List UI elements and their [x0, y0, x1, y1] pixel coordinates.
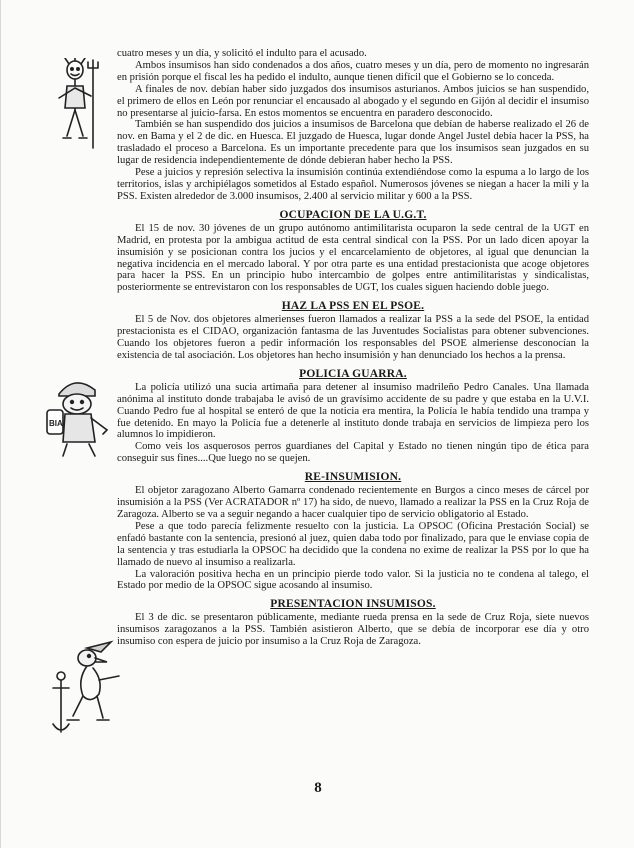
section-heading-policia: POLICIA GUARRA.	[299, 367, 407, 380]
section-heading-psoe: HAZ LA PSS EN EL PSOE.	[281, 300, 425, 313]
intro-paragraph: cuatro meses y un día, y solicitó el indulto para el acusado.	[117, 48, 367, 59]
cartoon-bird-anchor	[47, 640, 129, 740]
badge-text: BIA	[49, 419, 63, 428]
cartoon-figure-pitchfork	[45, 58, 105, 154]
section-paragraph: La valoración positiva hecha en un principio pierde todo valor. Si la justicia no te condena al talego, el Estado por medio de la OPSOC sigue acosando al insumiso.	[117, 568, 589, 592]
section-paragraph: Pese a que todo parecía felizmente resuelto con la justicia. La OPSOC (Oficina Prestación Social) se enfadó bastante con la sentencia, presionó al juez, quien daba todo por finalizado, para que le enviase copia de la sentencia y tras estudiarla la OPSOC ha decidido que la condena no exime de realizar la PSS por lo que ha llamado de nuevo al insumiso a realizarla.	[117, 520, 589, 568]
section-paragraph: El 15 de nov. 30 jóvenes de un grupo autónomo antimilitarista ocuparon la sede central de la UGT en Madrid, en protesta por la ambigua actitud de esta central sindical con la PSS. Por un lado dicen apoyar la insumisión y se posicionan contra los jucios y el encarcelamiento de objetores, al igual que denuncian la negativa incidencia en el mercado laboral. Y por otra parte es una entidad prestacionista que acoge objetores para hacer la PSS. En un principio hubo intercambio de golpes entre antimilitaristas y sindicalistas, posteriormente se entrevistaron con los responsables de UGT, los cuales siguen haciendo doble juego.	[117, 222, 589, 294]
section-heading-reinsumision: RE-INSUMISION.	[304, 471, 402, 484]
intro-paragraph: Pese a juicios y represión selectiva la insumisión continúa extendiéndose como la espuma a lo largo de los territorios, islas y archipiélagos sometidos al Estado español. Numerosos jóvenes se niegan a hacer la mili y la PSS. Existen alrededor de 3.000 insumisos, 2.400 al servicio militar y 600 a la PSS.	[117, 167, 589, 202]
intro-paragraph: A finales de nov. debían haber sido juzgados dos insumisos asturianos. Ambos juicios se han suspendido, el primero de ellos en León por renunciar el encausado al abogado y el segundo en Gijón al decidir el insumiso no presentarse al juicio-farsa. En estos momentos se encuentra en paradero desconocido.	[117, 83, 589, 119]
intro-paragraph: Ambos insumisos han sido condenados a dos años, cuatro meses y un día, pero de momento no ingresarán en prisión porque el fiscal les ha pedido el indulto, aunque tienen difícil que el Gobierno se lo conceda.	[117, 59, 589, 83]
page-number: 8	[314, 780, 322, 796]
section-paragraph: Como veis los asquerosos perros guardianes del Capital y Estado no tienen ningún tipo de ética para conseguir sus fines....Que luego no se quejen.	[117, 441, 589, 465]
intro-paragraph: También se han suspendido dos juicios a insumisos de Barcelona que debían de haberse realizado el 26 de nov. en Bama y el 2 de dic. en Huesca. El juzgado de Huesca, lugar donde Angel Justel debía hacer la PSS, ha trasladado el proceso a Barcelona. Es un importante precedente para que los insumisos sean juzgados en su lugar de residencia independientemente de dónde debieran haber hecho la PSS.	[117, 119, 589, 167]
section-heading-ugt: OCUPACION DE LA U.G.T.	[279, 208, 427, 221]
section-paragraph: El 5 de Nov. dos objetores almerienses fueron llamados a realizar la PSS a la sede del PSOE, la entidad prestacionista es el CIDAO, organización fantasma de las Juventudes Socialistas para obtener subvenciones. Cuando los objetores fueron a pedir información los responsables del PSOE almeriense desconocían la existencia de tal asociación. Los objetores han hecho insumisión y han denunciado los hechos a la prensa.	[117, 314, 589, 361]
article-column	[117, 48, 589, 648]
cartoon-soldier-badge	[41, 372, 117, 458]
section-heading-presentacion: PRESENTACION INSUMISOS.	[270, 598, 436, 611]
section-paragraph: El 3 de dic. se presentaron públicamente, mediante rueda prensa en la sede de Cruz Roja, siete nuevos insumisos zaragozanos a la PSS. También asistieron Alberto, que se debía de incorporar ese día y otro insumiso con espera de juicio por insumiso a la Cruz Roja de Zaragoza.	[117, 612, 589, 648]
section-paragraph: La policía utilizó una sucia artimaña para detener al insumiso madrileño Pedro Canales. Una llamada anónima al instituto donde trabajaba le avisó de un gravísimo accidente de su padre y que estaba en la U.V.I. Cuando Pedro fue al hospital se enteró de que la noticia era mentira, la Policía le había tendido una trampa y fue detenido. En mayo la Policía fue a detenerle al instituto donde trabaja en servicios de limpieza pero los alumnos lo impidieron.	[117, 381, 589, 441]
section-paragraph: El objetor zaragozano Alberto Gamarra condenado recientemente en Burgos a cinco meses de cárcel por insumisión a la PSS (Ver ACRATADOR nº 17) ha sido, de nuevo, llamado a realizar la PSS en la Cruz Roja de Zaragoza. Alberto se va a seguir negando a hacer cualquier tipo de servicio obligatorio al Estado.	[117, 485, 589, 520]
